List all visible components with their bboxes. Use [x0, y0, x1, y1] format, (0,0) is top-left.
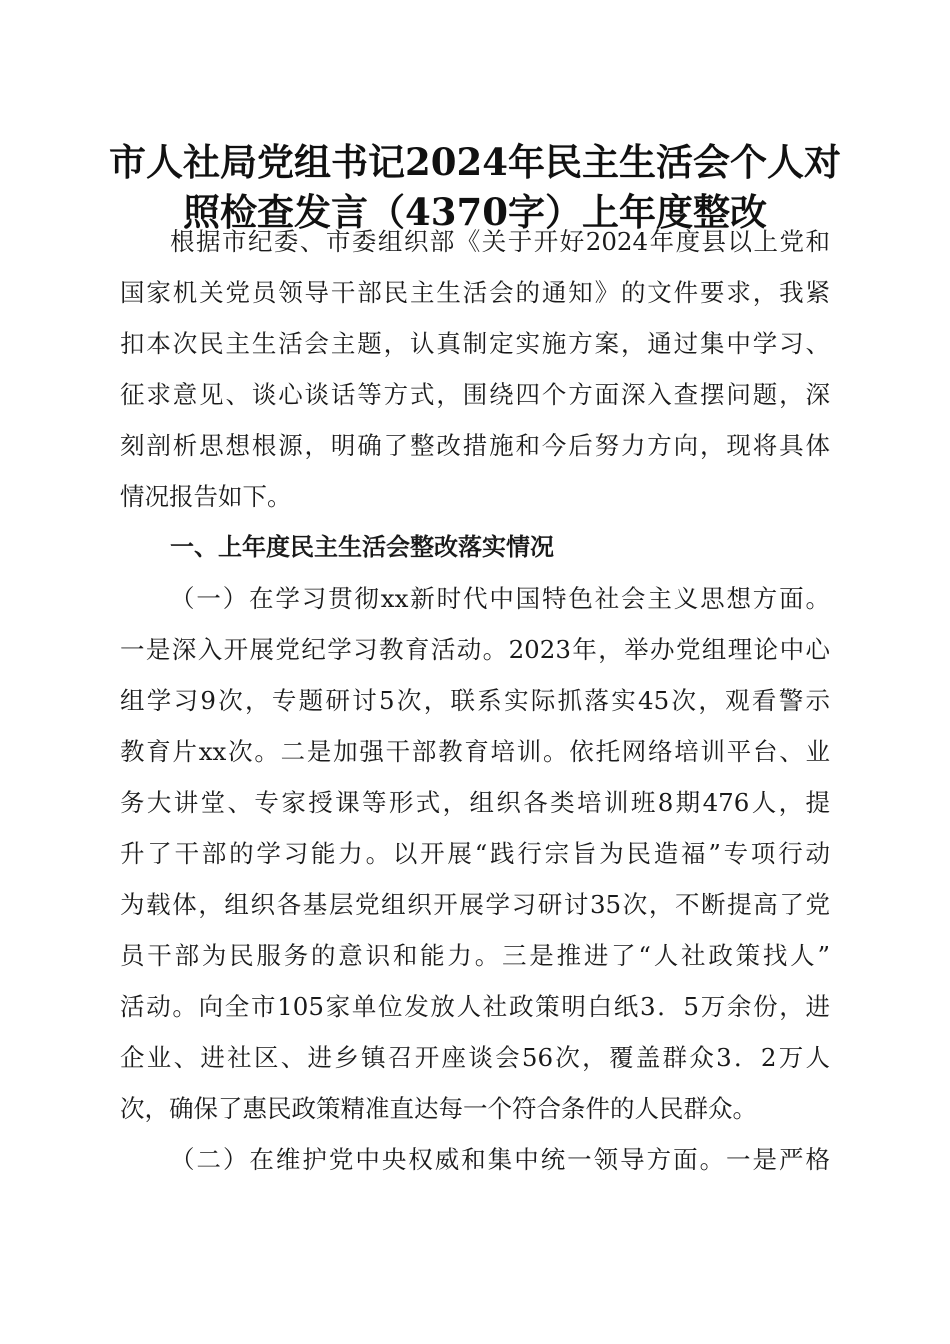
text-line: （一）在学习贯彻xx新时代中国特色社会主义思想方面。	[170, 584, 830, 613]
document-title-line-1: 市人社局党组书记2024年民主生活会个人对	[109, 140, 841, 184]
section1-paragraph-2	[120, 1134, 830, 1185]
text-line: 组学习9次，专题研讨5次，联系实际抓落实45次，观看警示	[120, 686, 830, 715]
text-line: 教育片xx次。二是加强干部教育培训。依托网络培训平台、业	[120, 737, 830, 766]
text-line: 活动。向全市105家单位发放人社政策明白纸3．5万余份，进	[120, 992, 830, 1021]
text-line: 征求意见、谈心谈话等方式，围绕四个方面深入查摆问题，深	[120, 380, 830, 409]
section-heading: 一、上年度民主生活会整改落实情况	[170, 533, 554, 561]
text-line: 一是深入开展党纪学习教育活动。2023年，举办党组理论中心	[120, 635, 830, 664]
text-line: 员干部为民服务的意识和能力。三是推进了“人社政策找人”	[120, 941, 830, 970]
text-line: 务大讲堂、专家授课等形式，组织各类培训班8期476人，提	[120, 788, 830, 817]
text-line: 扣本次民主生活会主题，认真制定实施方案，通过集中学习、	[120, 329, 830, 358]
text-line: 次，确保了惠民政策精准直达每一个符合条件的人民群众。	[120, 1094, 757, 1123]
intro-paragraph	[120, 216, 830, 522]
text-line: 企业、进社区、进乡镇召开座谈会56次，覆盖群众3．2万人	[120, 1043, 830, 1072]
document-body	[120, 216, 830, 1185]
section1-paragraph-1	[120, 573, 830, 1134]
document-title-line-2: 照检查发言（4370字）上年度整改	[183, 190, 767, 234]
text-line: 升了干部的学习能力。以开展“践行宗旨为民造福”专项行动	[120, 839, 830, 868]
text-line: 情况报告如下。	[120, 482, 292, 511]
text-line: 为载体，组织各基层党组织开展学习研讨35次，不断提高了党	[120, 890, 830, 919]
text-line: 国家机关党员领导干部民主生活会的通知》的文件要求，我紧	[120, 278, 830, 307]
text-line: 根据市纪委、市委组织部《关于开好2024年度县以上党和	[170, 227, 830, 256]
text-line: 刻剖析思想根源，明确了整改措施和今后努力方向，现将具体	[120, 431, 830, 460]
text-line: （二）在维护党中央权威和集中统一领导方面。一是严格	[170, 1145, 830, 1174]
